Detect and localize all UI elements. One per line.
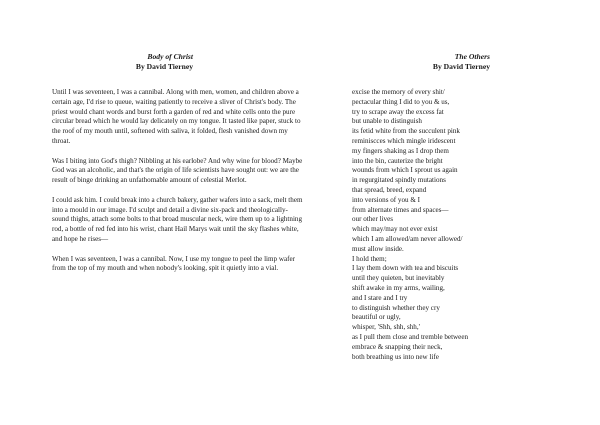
poem-line: my fingers shaking as I drop them xyxy=(352,146,449,155)
poem-line: I lay them down with tea and biscuits xyxy=(352,264,459,273)
right-poem xyxy=(352,88,512,362)
left-byline: By David Tierney xyxy=(135,62,193,71)
poem-line: but unable to distinguish xyxy=(352,117,422,126)
right-byline: By David Tierney xyxy=(432,62,490,71)
poem-line: shift awake in my arms, wailing, xyxy=(352,283,445,292)
poem-line: in regurgitated spindly mutations xyxy=(352,176,446,185)
poem-line: into the bin, cauterize the bright xyxy=(352,156,443,165)
poem-line: which I am allowed/am never allowed/ xyxy=(352,234,463,243)
poem-line: must allow inside. xyxy=(352,244,404,253)
poem-line: until they quieten, but inevitably xyxy=(352,274,445,283)
poem-line: beautiful or ugly, xyxy=(352,313,401,322)
poem-line: I hold them; xyxy=(352,254,387,263)
poem-line: wounds from which I sprout us again xyxy=(352,166,458,175)
poem-line: reminiscces which mingle iridescent xyxy=(352,136,456,145)
right-heading xyxy=(352,52,490,72)
poem-line: both breathing us into new life xyxy=(352,352,439,361)
prose-paragraph: I could ask him. I could break into a church bakery, gather wafers into a sack, melt them into a mould in our image. I'd sculpt and detail a divine six-pack and theologically-sound thighs, attach some bolts to that broad muscular neck, wire them up to a lightning rod, a bottle of red fed into his wrist, chant Hail Marys wait until the sky flashes white, and hope he rises— xyxy=(52,195,303,243)
poem-line: as I pull them close and tremble between xyxy=(352,332,469,341)
poem-line: embrace & snapping their neck, xyxy=(352,342,443,351)
poem-line: pectacular thing I did to you & us, xyxy=(352,97,450,106)
prose-paragraph: Until I was seventeen, I was a cannibal. Along with men, women, and children above a certain age, I'd rise to queue, waiting patiently to receive a sliver of Christ's body. The priest would chant words and burst forth a garden of red and white cells onto the pure circular bread which he would lay delicately on my tongue. It tasted like paper, stuck to the roof of my mouth until, softened with saliva, it folded, flesh vanished down my throat. xyxy=(52,88,301,145)
poem-line: excise the memory of every shit/ xyxy=(352,88,445,96)
prose-paragraph: When I was seventeen, I was a cannibal. Now, I use my tongue to peel the limp wafer from the top of my mouth and when nobody's looking, spit it quietly into a vial. xyxy=(52,254,296,273)
prose-paragraph: Was I biting into God's thigh? Nibbling at his earlobe? And why wine for blood? Maybe God was an alcoholic, and that's the origin of life scientists have sought out: we are the result of binge drinking an unfathomable amount of celestial Merlot. xyxy=(52,156,303,185)
left-prose xyxy=(52,88,304,284)
poem-line: our other lives xyxy=(352,215,393,224)
poem-line: from alternate times and spaces— xyxy=(352,205,449,214)
poem-line: to distinguish whether they cry xyxy=(352,303,440,312)
poem-line: whisper, 'Shh, shh, shh,' xyxy=(352,323,420,332)
poem-line: which may/may not ever exist xyxy=(352,225,438,234)
poem-line: its fetid white from the succulent pink xyxy=(352,127,460,136)
left-heading xyxy=(52,52,193,72)
poem-line: into versions of you & I xyxy=(352,195,420,204)
left-title: Body of Christ xyxy=(147,52,193,61)
poem-line: and I stare and I try xyxy=(352,293,408,302)
poem-line: try to scrape away the excess fat xyxy=(352,107,444,116)
poem-line: that spread, breed, expand xyxy=(352,185,427,194)
right-title: The Others xyxy=(454,52,490,61)
